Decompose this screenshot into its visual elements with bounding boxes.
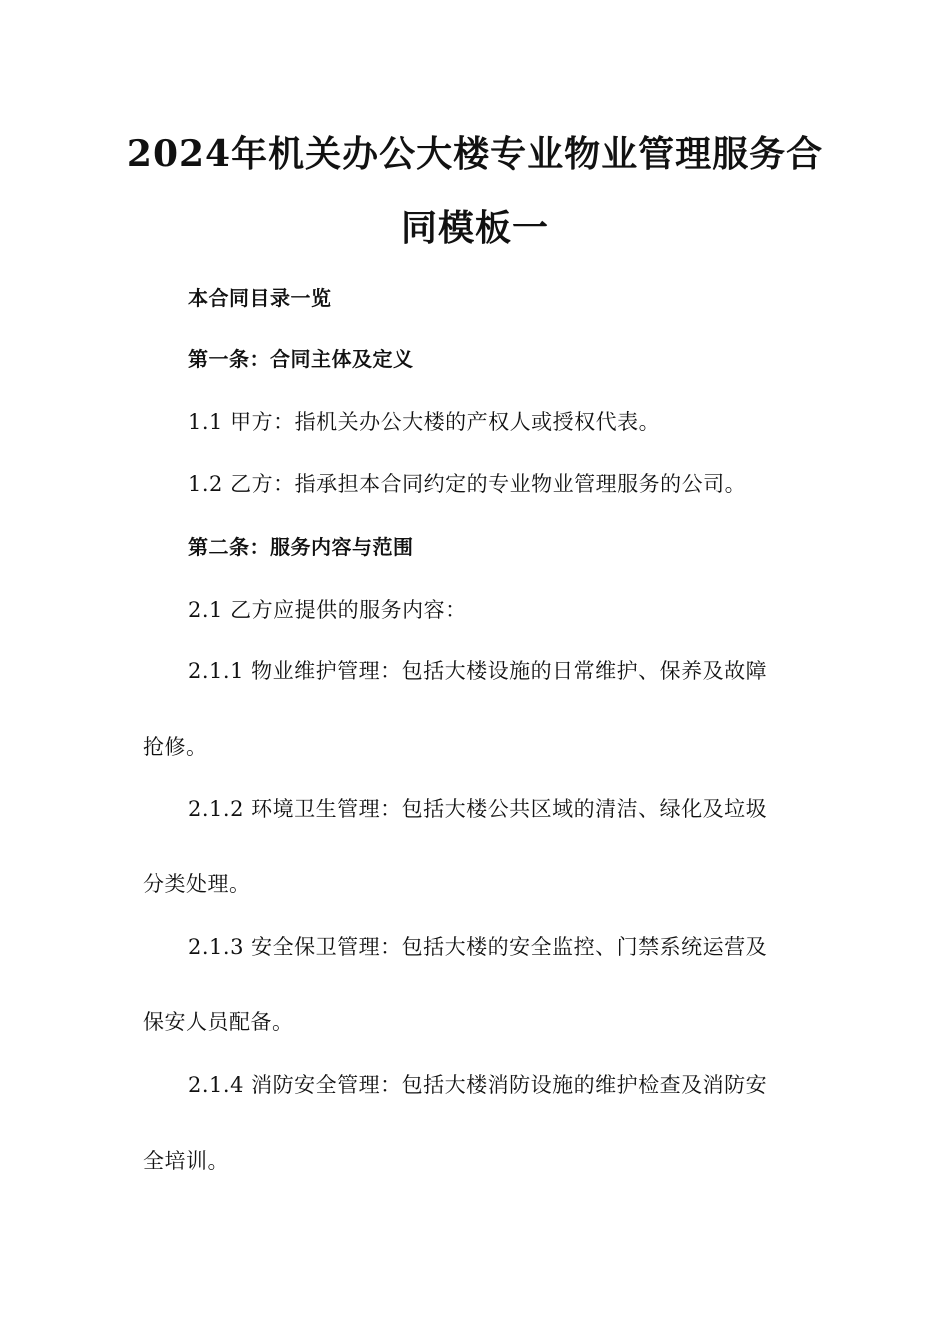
clause-2-1-1-line-1: 2.1.1 物业维护管理：包括大楼设施的日常维护、保养及故障 — [188, 659, 768, 683]
clause-2-1-3-line-2: 保安人员配备。 — [143, 1010, 294, 1034]
clause-2-1-3-line-1: 2.1.3 安全保卫管理：包括大楼的安全监控、门禁系统运营及 — [188, 935, 768, 959]
toc-heading: 本合同目录一览 — [188, 286, 332, 310]
clause-2-1-2-line-1: 2.1.2 环境卫生管理：包括大楼公共区域的清洁、绿化及垃圾 — [188, 797, 768, 821]
clause-1-2: 1.2 乙方：指承担本合同约定的专业物业管理服务的公司。 — [188, 472, 747, 496]
article-1-heading: 第一条：合同主体及定义 — [188, 347, 414, 371]
clause-2-1-4-line-2: 全培训。 — [143, 1149, 229, 1173]
clause-2-1-1-line-2: 抢修。 — [143, 735, 208, 759]
document-title-line-2: 同模板一 — [400, 207, 549, 249]
document-title-line-1: 2024年机关办公大楼专业物业管理服务合 — [126, 133, 824, 175]
clause-2-1-4-line-1: 2.1.4 消防安全管理：包括大楼消防设施的维护检查及消防安 — [188, 1073, 768, 1097]
article-2-heading: 第二条：服务内容与范围 — [188, 535, 414, 559]
clause-1-1: 1.1 甲方：指机关办公大楼的产权人或授权代表。 — [188, 410, 661, 434]
clause-2-1-2-line-2: 分类处理。 — [143, 872, 251, 896]
clause-2-1: 2.1 乙方应提供的服务内容： — [188, 598, 467, 622]
